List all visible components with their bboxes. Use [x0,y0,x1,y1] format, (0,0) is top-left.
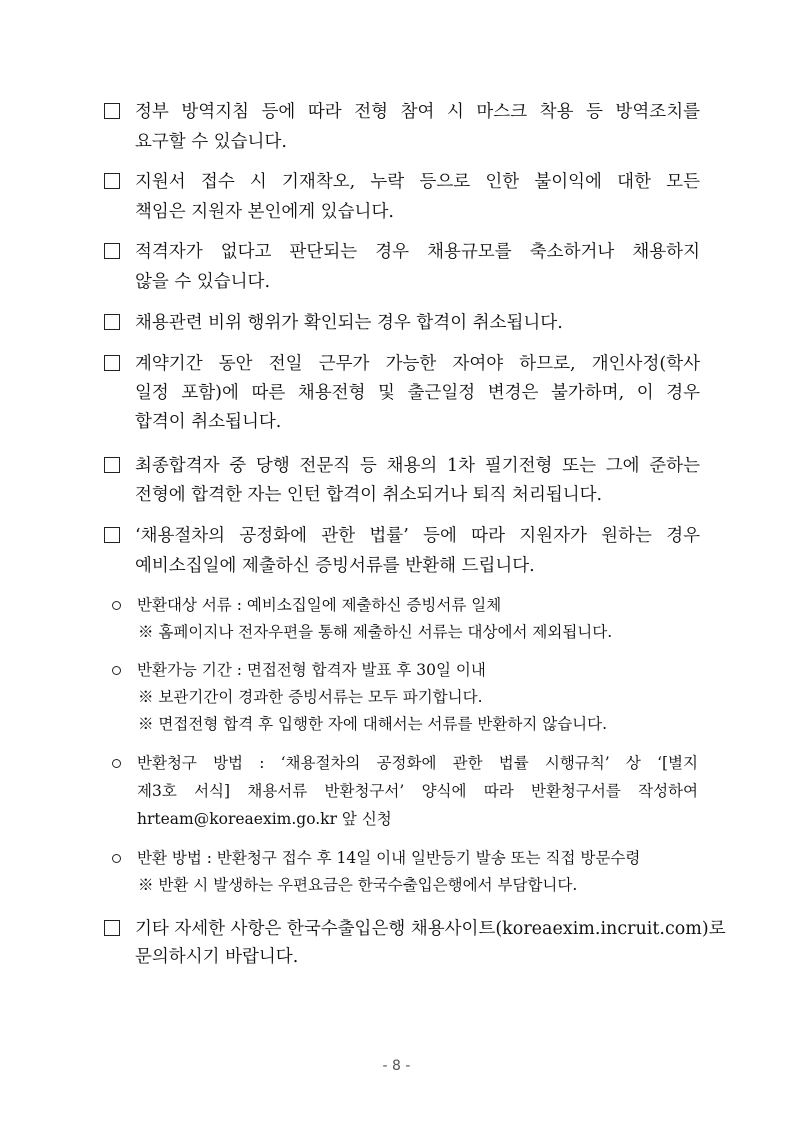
sub-item-text: 반환가능 기간 : 면접전형 합격자 발표 후 30일 이내 [137,661,486,679]
notice-text: 전형에 합격한 자는 인턴 합격이 취소되거나 퇴직 처리됩니다. [135,485,603,505]
notice-text: ‘채용절차의 공정화에 관한 법률’ 등에 따라 지원자가 원하는 경우 [135,526,700,546]
sub-item-text: 반환대상 서류 : 예비소집일에 제출하신 증빙서류 일체 [137,596,502,614]
notice-text: 지원서 접수 시 기재착오, 누락 등으로 인한 불이익에 대한 모든 [135,172,700,192]
bullet-circle-icon [112,854,121,863]
notice-text: 문의하시기 바랍니다. [135,947,299,967]
sub-item-note: ※ 홈페이지나 전자우편을 통해 제출하신 서류는 대상에서 제외됩니다. [138,623,613,641]
checkbox-square-icon [104,243,120,259]
checkbox-square-icon [104,457,120,473]
notice-text: 요구할 수 있습니다. [135,132,287,152]
sub-item-note: ※ 면접전형 합격 후 입행한 자에 대해서는 서류를 반환하지 않습니다. [138,715,608,733]
sub-item-note: ※ 보관기간이 경과한 증빙서류는 모두 파기합니다. [138,688,483,706]
notice-text: 계약기간 동안 전일 근무가 가능한 자여야 하므로, 개인사정(학사 [135,354,700,374]
notice-text: 기타 자세한 사항은 한국수출입은행 채용사이트(koreaexim.incruit.com)로 [135,919,726,939]
notice-text: 채용관련 비위 행위가 확인되는 경우 합격이 취소됩니다. [135,313,563,333]
sub-item-text: hrteam@koreaexim.go.kr 앞 신청 [137,810,392,828]
notice-text: 최종합격자 중 당행 전문직 등 채용의 1차 필기전형 또는 그에 준하는 [135,456,700,476]
sub-item-note: ※ 반환 시 발생하는 우편요금은 한국수출입은행에서 부담합니다. [138,876,578,894]
notice-text: 적격자가 없다고 판단되는 경우 채용규모를 축소하거나 채용하지 [135,242,700,262]
notice-text: 합격이 취소됩니다. [135,412,282,432]
sub-item-text: 제3호 서식] 채용서류 반환청구서’ 양식에 따라 반환청구서를 작성하여 [137,782,698,800]
notice-text: 예비소집일에 제출하신 증빙서류를 반환해 드립니다. [135,556,535,576]
notice-text: 정부 방역지침 등에 따라 전형 참여 시 마스크 착용 등 방역조치를 [135,102,700,122]
checkbox-square-icon [104,314,120,330]
notice-text: 일정 포함)에 따른 채용전형 및 출근일정 변경은 불가하며, 이 경우 [135,383,700,403]
bullet-circle-icon [112,601,121,610]
notice-text: 않을 수 있습니다. [135,272,271,292]
sub-item-text: 반환 방법 : 반환청구 접수 후 14일 이내 일반등기 발송 또는 직접 방문수령 [137,849,641,867]
sub-item-text: 반환청구 방법 : ‘채용절차의 공정화에 관한 법률 시행규칙’ 상 ‘[별지 [137,754,698,772]
checkbox-square-icon [104,920,120,936]
checkbox-square-icon [104,527,120,543]
checkbox-square-icon [104,103,120,119]
bullet-circle-icon [112,759,121,768]
bullet-circle-icon [112,666,121,675]
notice-text: 책임은 지원자 본인에게 있습니다. [135,202,394,222]
checkbox-square-icon [104,355,120,371]
checkbox-square-icon [104,173,120,189]
page-number: - 8 - [382,1058,411,1074]
